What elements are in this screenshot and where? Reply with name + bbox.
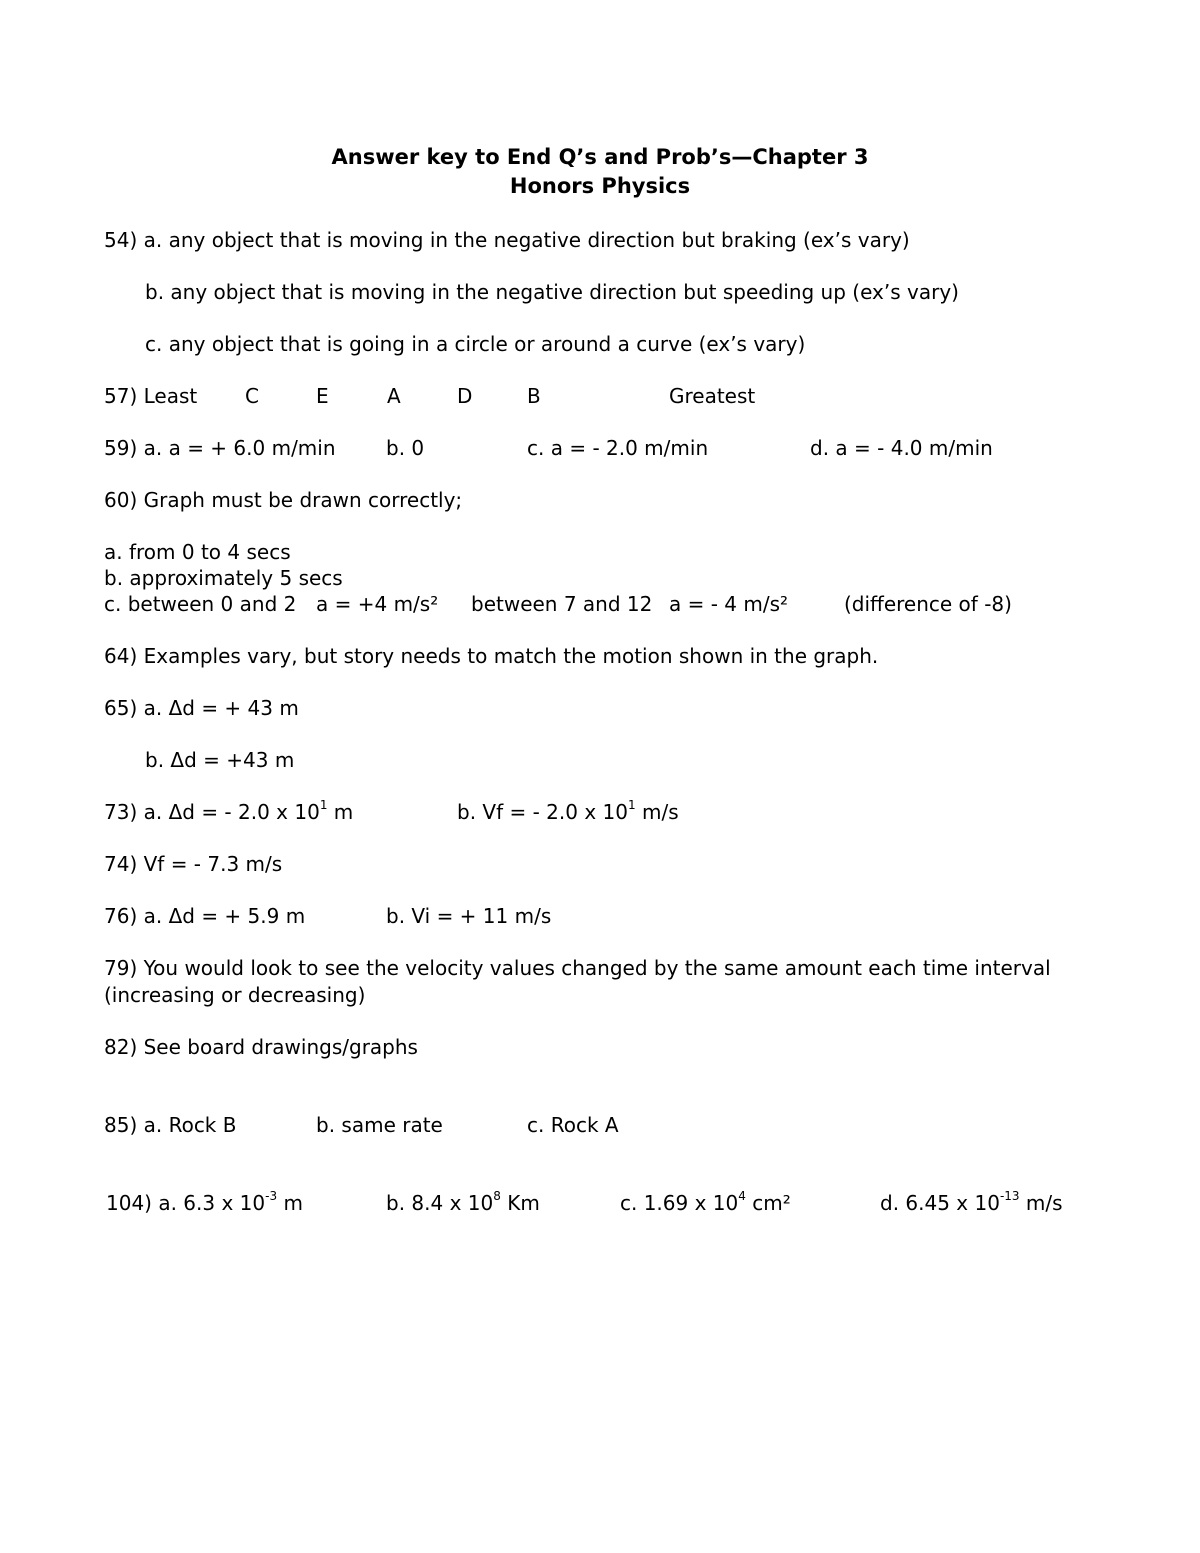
answer-85c: c. Rock A	[527, 1113, 619, 1137]
answer-104b-unit: Km	[500, 1191, 540, 1215]
answer-73b-exponent: 1	[628, 798, 636, 812]
answer-60c-accel1: a = +4 m/s²	[316, 592, 439, 616]
answer-104d-text: d. 6.45 x 10	[880, 1191, 1000, 1215]
answer-104c-exponent: 4	[738, 1189, 746, 1203]
answer-104b	[386, 1191, 540, 1215]
answer-60c-note: (difference of -8)	[844, 592, 1012, 616]
answer-82: 82) See board drawings/graphs	[104, 1035, 418, 1059]
answer-60a: a. from 0 to 4 secs	[104, 540, 291, 564]
answer-79-line2: (increasing or decreasing)	[104, 983, 366, 1007]
answer-76a: 76) a. Δd = + 5.9 m	[104, 904, 306, 928]
answer-57-item: C	[245, 384, 259, 408]
page-title: Answer key to End Q’s and Prob’s—Chapter 3	[331, 145, 869, 169]
answer-65a: 65) a. Δd = + 43 m	[104, 696, 299, 720]
answer-64: 64) Examples vary, but story needs to match the motion shown in the graph.	[104, 644, 879, 668]
answer-59d: d. a = - 4.0 m/min	[810, 436, 993, 460]
answer-57-end: Greatest	[669, 384, 756, 408]
answer-57-label: 57) Least	[104, 384, 198, 408]
answer-104a-text: 104) a. 6.3 x 10	[106, 1191, 266, 1215]
answer-104c	[620, 1191, 791, 1215]
answer-104b-exponent: 8	[493, 1189, 501, 1203]
answer-60c-accel2: a = - 4 m/s²	[669, 592, 789, 616]
answer-73a	[104, 800, 353, 824]
answer-73a-exponent: 1	[319, 798, 328, 812]
answer-59a: 59) a. a = + 6.0 m/min	[104, 436, 336, 460]
answer-73a-unit: m	[327, 800, 354, 824]
answer-65b: b. Δd = +43 m	[145, 748, 295, 772]
answer-57-item: E	[316, 384, 329, 408]
answer-54a: 54) a. any object that is moving in the negative direction but braking (ex’s vary)	[104, 228, 910, 252]
answer-74: 74) Vf = - 7.3 m/s	[104, 852, 283, 876]
answer-104b-text: b. 8.4 x 10	[386, 1191, 494, 1215]
answer-104a-exponent: -3	[265, 1189, 278, 1203]
answer-54c: c. any object that is going in a circle or around a curve (ex’s vary)	[145, 332, 806, 356]
answer-85a: 85) a. Rock B	[104, 1113, 237, 1137]
answer-59c: c. a = - 2.0 m/min	[527, 436, 709, 460]
answer-73b	[457, 800, 679, 824]
answer-76b: b. Vi = + 11 m/s	[386, 904, 552, 928]
answer-73a-text: 73) a. Δd = - 2.0 x 10	[104, 800, 320, 824]
answer-104a	[106, 1191, 303, 1215]
answer-59b: b. 0	[386, 436, 425, 460]
answer-57-item: D	[457, 384, 473, 408]
answer-60-intro: 60) Graph must be drawn correctly;	[104, 488, 463, 512]
answer-60b: b. approximately 5 secs	[104, 566, 343, 590]
answer-104d	[880, 1191, 1063, 1215]
answer-104c-unit: cm²	[745, 1191, 791, 1215]
answer-60c-range2: between 7 and 12	[471, 592, 653, 616]
answer-104d-unit: m/s	[1019, 1191, 1063, 1215]
answer-60c-range1: c. between 0 and 2	[104, 592, 297, 616]
answer-54b: b. any object that is moving in the negative direction but speeding up (ex’s vary)	[145, 280, 959, 304]
answer-79-line1: 79) You would look to see the velocity values changed by the same amount each time interval	[104, 956, 1051, 980]
answer-104a-unit: m	[277, 1191, 303, 1215]
answer-73b-unit: m/s	[635, 800, 679, 824]
answer-57-item: A	[387, 384, 401, 408]
answer-73b-text: b. Vf = - 2.0 x 10	[457, 800, 628, 824]
answer-104c-text: c. 1.69 x 10	[620, 1191, 739, 1215]
page-subtitle: Honors Physics	[509, 174, 691, 198]
answer-104d-exponent: -13	[999, 1189, 1020, 1203]
answer-85b: b. same rate	[316, 1113, 443, 1137]
answer-57-item: B	[527, 384, 541, 408]
